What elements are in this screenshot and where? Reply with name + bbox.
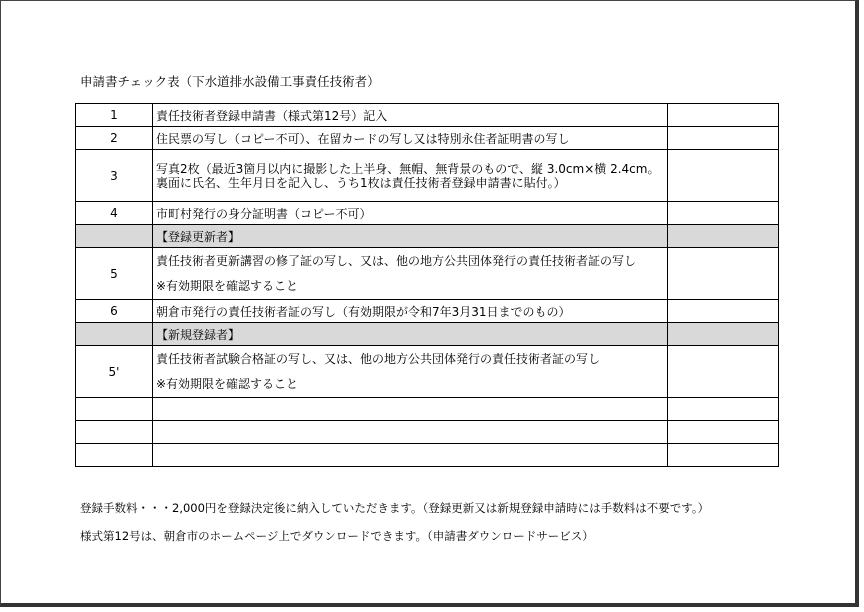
empty-cell xyxy=(76,225,153,248)
table-row xyxy=(76,104,779,127)
table-row xyxy=(76,346,779,398)
row-number: 2 xyxy=(76,127,153,150)
table-row xyxy=(76,300,779,323)
row-number: 3 xyxy=(76,150,153,202)
empty-cell xyxy=(153,444,668,467)
check-cell[interactable] xyxy=(668,421,779,444)
row-number: 1 xyxy=(76,104,153,127)
section-label: 【登録更新者】 xyxy=(153,225,668,248)
table-row xyxy=(76,248,779,300)
row-number: 6 xyxy=(76,300,153,323)
check-cell[interactable] xyxy=(668,150,779,202)
row-text: 住民票の写し（コピー不可）、在留カードの写し又は特別永住者証明書の写し xyxy=(153,127,668,150)
empty-row xyxy=(76,421,779,444)
row-note: ※有効期限を確認すること xyxy=(156,278,299,293)
row-text: 責任技術者試験合格証の写し、又は、他の地方公共団体発行の責任技術者証の写し xyxy=(156,351,601,366)
check-cell[interactable] xyxy=(668,248,779,300)
section-label: 【新規登録者】 xyxy=(153,323,668,346)
row-number: 5 xyxy=(76,248,153,300)
row-text-cell xyxy=(153,346,668,398)
row-note: ※有効期限を確認すること xyxy=(156,376,299,391)
check-cell[interactable] xyxy=(668,202,779,225)
row-text: 責任技術者更新講習の修了証の写し、又は、他の地方公共団体発行の責任技術者証の写し xyxy=(156,253,637,268)
empty-cell xyxy=(153,421,668,444)
row-text-cell xyxy=(153,248,668,300)
empty-row xyxy=(76,398,779,421)
check-cell[interactable] xyxy=(668,104,779,127)
empty-row xyxy=(76,444,779,467)
table-row xyxy=(76,150,779,202)
checklist-table xyxy=(75,103,779,467)
empty-cell xyxy=(76,421,153,444)
row-text: 写真2枚（最近3箇月以内に撮影した上半身、無帽、無背景のもので、縦 3.0cm×横 2.4cm。裏面に氏名、生年月日を記入し、うち1枚は責任技術者登録申請書に貼付。） xyxy=(153,150,668,202)
row-text: 市町村発行の身分証明書（コピー不可） xyxy=(153,202,668,225)
row-number: 5' xyxy=(76,346,153,398)
check-cell[interactable] xyxy=(668,346,779,398)
check-cell[interactable] xyxy=(668,444,779,467)
empty-cell xyxy=(668,323,779,346)
fee-note: 登録手数料・・・2,000円を登録決定後に納入していただきます。（登録更新又は新規登録申請時には手数料は不要です。） xyxy=(80,501,710,515)
row-number: 4 xyxy=(76,202,153,225)
section-row xyxy=(76,225,779,248)
check-cell[interactable] xyxy=(668,127,779,150)
page-title: 申請書チェック表（下水道排水設備工事責任技術者） xyxy=(80,74,380,89)
empty-cell xyxy=(153,398,668,421)
empty-cell xyxy=(76,398,153,421)
check-cell[interactable] xyxy=(668,300,779,323)
check-cell[interactable] xyxy=(668,398,779,421)
table-row xyxy=(76,202,779,225)
row-text: 責任技術者登録申請書（様式第12号）記入 xyxy=(153,104,668,127)
table-row xyxy=(76,127,779,150)
download-note: 様式第12号は、朝倉市のホームページ上でダウンロードできます。（申請書ダウンロードサービス） xyxy=(80,529,594,543)
empty-cell xyxy=(76,323,153,346)
empty-cell xyxy=(76,444,153,467)
empty-cell xyxy=(668,225,779,248)
section-row xyxy=(76,323,779,346)
row-text: 朝倉市発行の責任技術者証の写し（有効期限が令和7年3月31日までのもの） xyxy=(153,300,668,323)
